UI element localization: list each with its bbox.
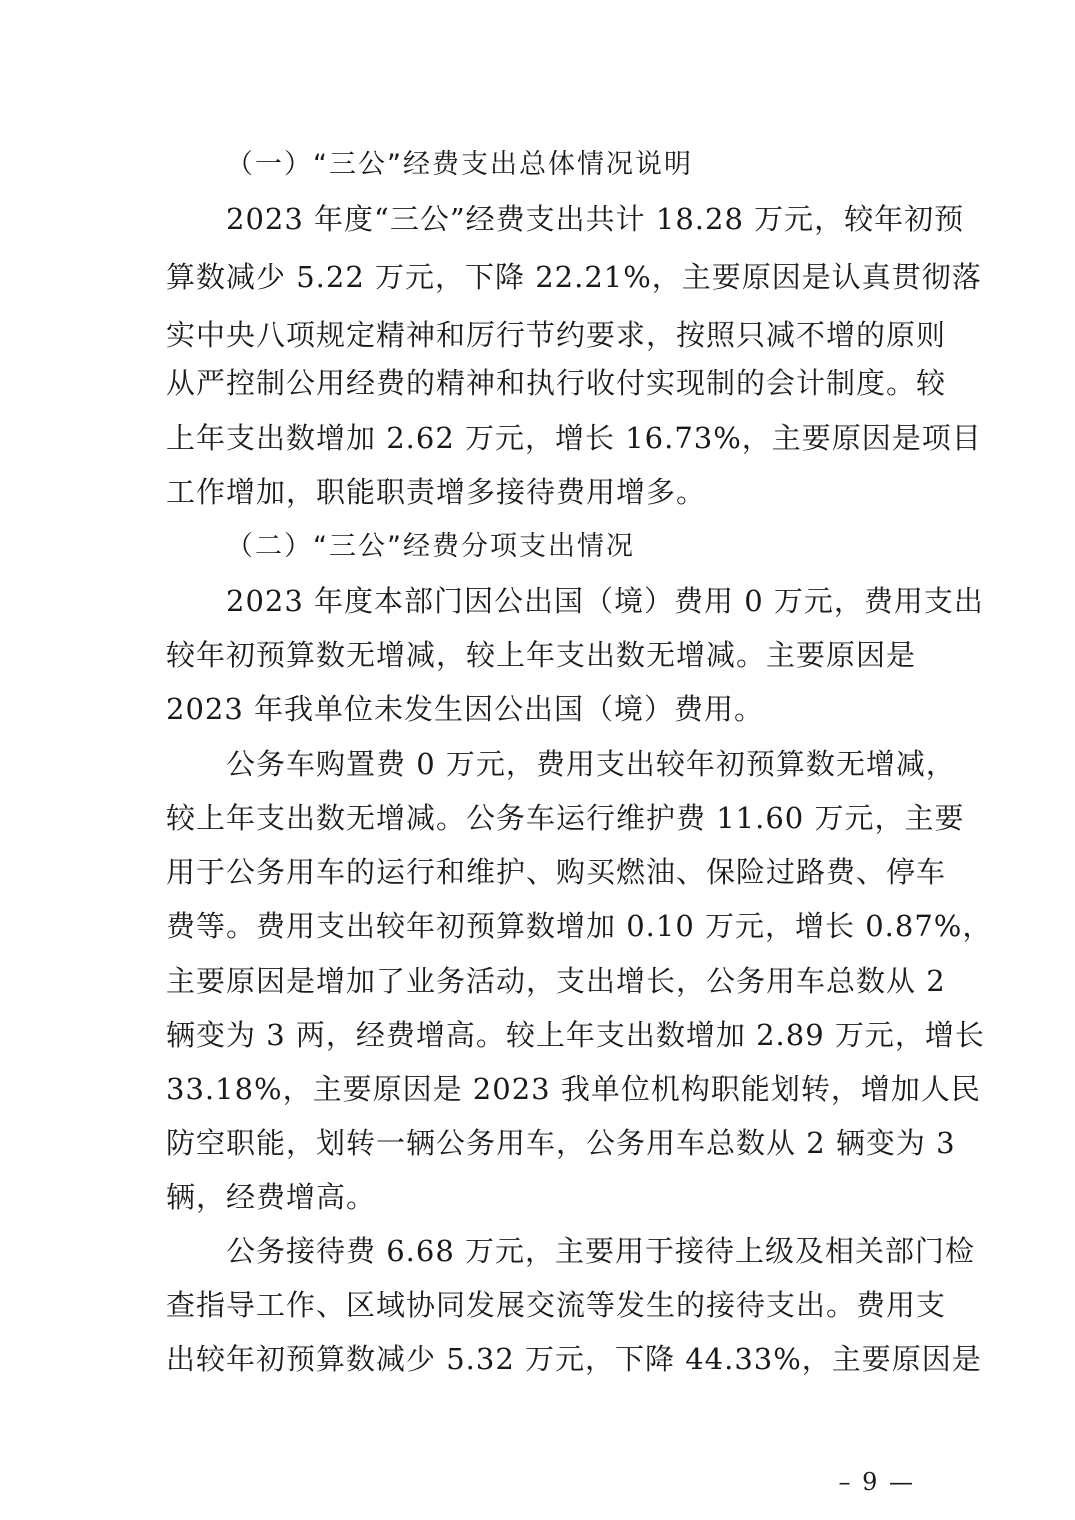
paragraph-line: 2023 年度“三公”经费支出共计 18.28 万元，较年初预 (226, 202, 965, 236)
paragraph-line: 33.18%，主要原因是 2023 我单位机构职能划转，增加人民 (166, 1072, 981, 1106)
paragraph-line: 辆变为 3 两，经费增高。较上年支出数增加 2.89 万元，增长 (166, 1018, 985, 1052)
section-heading-overall: （一）“三公”经费支出总体情况说明 (226, 149, 693, 180)
paragraph-line: 辆，经费增高。 (166, 1180, 377, 1214)
paragraph-line: 较上年支出数无增减。公务车运行维护费 11.60 万元，主要 (166, 801, 965, 835)
paragraph-line: 上年支出数增加 2.62 万元，增长 16.73%，主要原因是项目 (166, 421, 982, 455)
paragraph-line: 算数减少 5.22 万元，下降 22.21%，主要原因是认真贯彻落 (166, 260, 982, 294)
paragraph-line: 实中央八项规定精神和厉行节约要求，按照只减不增的原则 (166, 318, 947, 352)
paragraph-line: 工作增加，职能职责增多接待费用增多。 (166, 475, 707, 509)
paragraph-line: 查指导工作、区域协同发展交流等发生的接待支出。费用支 (166, 1288, 947, 1322)
paragraph-line: 从严控制公用经费的精神和执行收付实现制的会计制度。较 (166, 366, 947, 400)
section-heading-items: （二）“三公”经费分项支出情况 (226, 531, 635, 562)
paragraph-line: 公务接待费 6.68 万元，主要用于接待上级及相关部门检 (226, 1234, 976, 1268)
page-number: – 9 — (838, 1468, 915, 1496)
paragraph-line: 较年初预算数无增减，较上年支出数无增减。主要原因是 (166, 638, 917, 672)
paragraph-line: 防空职能，划转一辆公务用车，公务用车总数从 2 辆变为 3 (166, 1126, 956, 1160)
paragraph-line: 出较年初预算数减少 5.32 万元，下降 44.33%，主要原因是 (166, 1342, 982, 1376)
paragraph-line: 主要原因是增加了业务活动，支出增长，公务用车总数从 2 (166, 964, 946, 998)
paragraph-line: 公务车购置费 0 万元，费用支出较年初预算数无增减， (226, 747, 956, 781)
paragraph-line: 用于公务用车的运行和维护、购买燃油、保险过路费、停车 (166, 855, 947, 889)
paragraph-line: 2023 年我单位未发生因公出国（境）费用。 (166, 692, 765, 726)
paragraph-line: 费等。费用支出较年初预算数增加 0.10 万元，增长 0.87%， (166, 909, 993, 943)
paragraph-line: 2023 年度本部门因公出国（境）费用 0 万元，费用支出 (226, 584, 984, 618)
